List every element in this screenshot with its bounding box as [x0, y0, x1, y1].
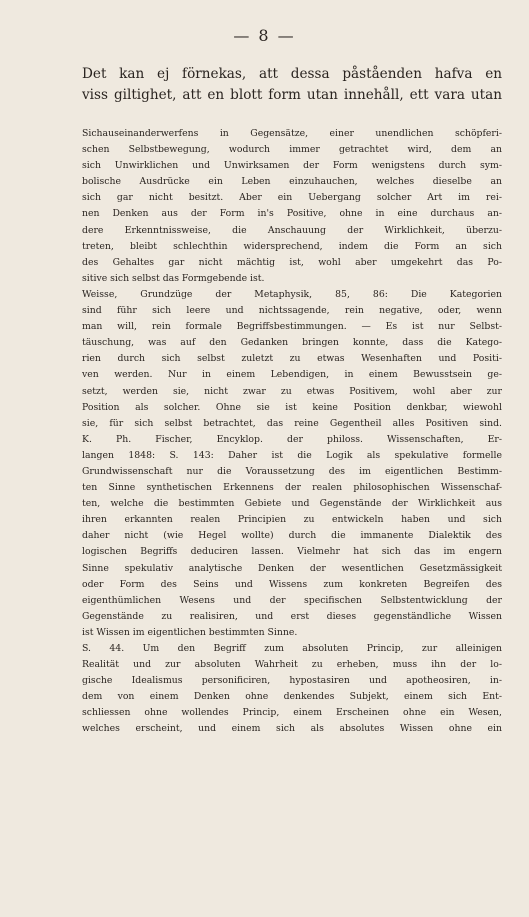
note-line: ist Wissen im eigentlichen bestimmten Sinne. [82, 626, 298, 638]
note-line: täuschung, was auf den Gedanken bringen konnte, dass die Katego- [82, 337, 502, 349]
note-line: ven werden. Nur in einem Lebendigen, in einem Bewusstsein ge- [82, 369, 502, 381]
main-line: Det kan ej förnekas, att dessa påståenden hafva en [82, 66, 502, 82]
note-line: dem von einem Denken ohne denkendes Subjekt, einem sich Ent- [82, 691, 502, 703]
note-line: nen Denken aus der Form in's Positive, ohne in eine durchaus an- [82, 208, 502, 220]
footnote-block [82, 126, 502, 738]
note-line: des Gehaltes gar nicht mächtig ist, wohl aber umgekehrt das Po- [82, 256, 502, 268]
note-line: Gegenstände zu realisiren, und erst dieses gegenständliche Wissen [82, 610, 502, 622]
note-line: bolische Ausdrücke ein Leben einzuhauchen, welches dieselbe an [82, 176, 502, 188]
note-line: ten, welche die bestimmten Gebiete und Gegenstände der Wirklichkeit aus [82, 498, 502, 510]
main-text [82, 64, 502, 106]
note-line: sich Unwirklichen und Unwirksamen der Form wenigstens durch sym- [82, 160, 502, 172]
note-line: dere Erkenntnissweise, die Anschauung der Wirklichkeit, überzu- [82, 224, 502, 236]
note-line: sitive sich selbst das Formgebende ist. [82, 272, 265, 284]
note-line: sind führ sich leere und nichtssagende, rein negative, oder, wenn [82, 305, 502, 317]
note-line: oder Form des Seins und Wissens zum konkreten Begreifen des [82, 578, 502, 590]
main-line: viss giltighet, att en blott form utan innehåll, ett vara utan [82, 87, 502, 103]
note-line: langen 1848: S. 143: Daher ist die Logik als spekulative formelle [82, 449, 502, 461]
note-line: S. 44. Um den Begriff zum absoluten Princip, zur alleinigen [82, 643, 502, 654]
note-line: schen Selbstbewegung, wodurch immer getrachtet wird, dem an [82, 144, 502, 156]
note-line: setzt, werden sie, nicht zwar zu etwas Positivem, wohl aber zur [82, 385, 502, 397]
note-line: sich gar nicht besitzt. Aber ein Uebergang solcher Art im rei- [82, 192, 502, 204]
note-line: eigenthümlichen Wesens und der specifischen Selbstentwicklung der [82, 594, 502, 606]
note-line: Realität und zur absoluten Wahrheit zu erheben, muss ihn der lo- [82, 659, 502, 671]
note-line: sie, für sich selbst betrachtet, das reine Gegentheil alles Positiven sind. [82, 417, 502, 429]
note-line: gische Idealismus personificiren, hypostasiren und apotheosiren, in- [82, 675, 502, 687]
note-line: man will, rein formale Begriffsbestimmungen. — Es ist nur Selbst- [82, 321, 502, 333]
note-line: Grundwissenschaft nur die Voraussetzung des im eigentlichen Bestimm- [82, 465, 502, 477]
note-line: daher nicht (wie Hegel wollte) durch die immanente Dialektik des [82, 530, 502, 542]
note-line: welches erscheint, und einem sich als absolutes Wissen ohne ein [82, 723, 502, 735]
note-line: treten, bleibt schlechthin widersprechend, indem die Form an sich [82, 240, 502, 252]
note-line: ten Sinne synthetischen Erkennens der realen philosophischen Wissenschaf- [82, 482, 502, 494]
note-line: Weisse, Grundzüge der Metaphysik, 85, 86: Die Kategorien [82, 288, 502, 300]
note-line: Sichauseinanderwerfens in Gegensätze, einer unendlichen schöpferi- [82, 128, 502, 139]
note-line: Position als solcher. Ohne sie ist keine Position denkbar, wiewohl [82, 401, 502, 413]
page-number-header: — 8 — [233, 26, 296, 45]
note-line: Sinne spekulativ analytische Denken der wesentlichen Gesetzmässigkeit [82, 562, 502, 574]
note-line: rien durch sich selbst zuletzt zu etwas Wesenhaften und Positi- [82, 353, 502, 365]
note-line: logischen Begriffs deduciren lassen. Vielmehr hat sich das im engern [82, 546, 502, 558]
note-line: K. Ph. Fischer, Encyklop. der philoss. Wissenschaften, Er- [82, 433, 502, 445]
note-line: schliessen ohne wollendes Princip, einem Erscheinen ohne ein Wesen, [82, 707, 502, 719]
note-line: ihren erkannten realen Principien zu entwickeln haben und sich [82, 514, 502, 526]
